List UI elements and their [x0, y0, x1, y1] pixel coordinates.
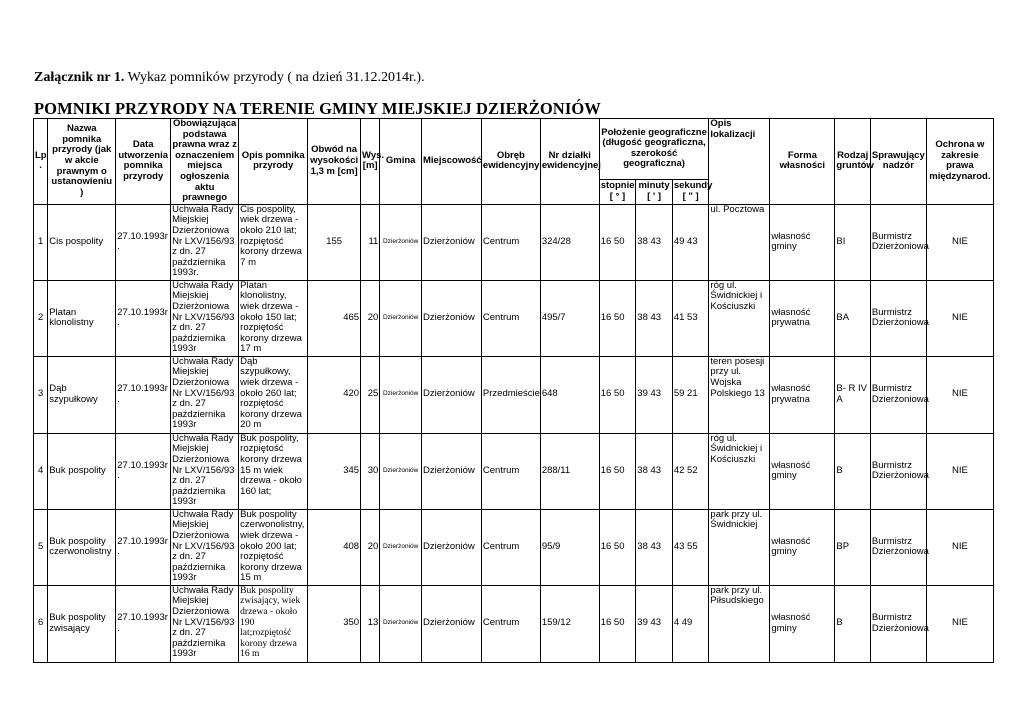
cell-supervisor: Burmistrz Dzierżoniowa	[870, 585, 926, 662]
col-circumference: Obwód na wysokości 1,3 m [cm]	[308, 119, 361, 205]
cell-seconds: 49 43	[672, 204, 709, 280]
annex-text: Wykaz pomników przyrody ( na dzień 31.12.2014r.).	[124, 70, 425, 85]
cell-locality: Dzierżoniów	[421, 433, 481, 509]
cell-location: park przy ul. Piłsudskiego	[709, 585, 770, 662]
cell-name: Buk pospolity czerwonolistny	[48, 509, 116, 585]
col-degrees: stopnie [ ° ]	[599, 179, 636, 204]
cell-degrees: 16 50	[599, 433, 636, 509]
cell-date: 27.10.1993r .	[116, 585, 171, 662]
cell-protection: NIE	[926, 509, 993, 585]
cell-date: 27.10.1993r .	[116, 280, 171, 356]
cell-circumference: 420	[308, 356, 361, 433]
cell-protection: NIE	[926, 280, 993, 356]
cell-land-type: BP	[835, 509, 871, 585]
col-description: Opis pomnika przyrody	[239, 119, 308, 205]
cell-seconds: 41 53	[672, 280, 709, 356]
col-ownership: Forma własności	[770, 119, 835, 205]
cell-precinct: Przedmieście	[481, 356, 540, 433]
cell-description: Dąb szypułkowy, wiek drzewa - około 260 lat; rozpiętość korony drzewa 20 m	[239, 356, 308, 433]
cell-legal-basis: Uchwała Rady Miejskiej Dzierżoniowa Nr LXV/156/93 z dn. 27 października 1993r	[171, 433, 239, 509]
col-height: Wys. [m]	[361, 119, 380, 205]
cell-precinct: Centrum	[481, 509, 540, 585]
annex-label: Załącznik nr 1.	[34, 70, 125, 85]
cell-plot: 324/28	[540, 204, 599, 280]
cell-ownership: własność gminy	[770, 204, 835, 280]
cell-circumference: 465	[308, 280, 361, 356]
col-legal-basis: Obowiązująca podstawa prawna wraz z oznaczeniem miejsca ogłoszenia aktu prawnego	[172, 118, 237, 204]
cell-locality: Dzierżoniów	[421, 280, 481, 356]
table-row	[34, 509, 994, 585]
cell-description: Buk pospolity zwisający, wiek drzewa - około 190 lat;rozpiętość korony drzewa 16 m	[239, 585, 308, 662]
cell-degrees: 16 50	[599, 280, 636, 356]
cell-precinct: Centrum	[481, 204, 540, 280]
cell-name: Cis pospolity	[48, 204, 116, 280]
cell-ownership: własność prywatna	[770, 356, 835, 433]
cell-locality: Dzierżoniów	[421, 204, 481, 280]
cell-commune: Dzierżoniów	[380, 356, 422, 433]
cell-name: Buk pospolity	[48, 433, 116, 509]
cell-height: 20	[361, 280, 380, 356]
cell-legal-basis: Uchwała Rady Miejskiej Dzierżoniowa Nr LXV/156/93 z dn. 27 października 1993r.	[171, 204, 239, 280]
cell-protection: NIE	[926, 204, 993, 280]
cell-description: Cis pospolity, wiek drzewa - około 210 lat; rozpiętość korony drzewa 7 m	[239, 204, 308, 280]
cell-protection: NIE	[926, 585, 993, 662]
col-seconds: sekundy [ " ]	[672, 179, 709, 204]
cell-commune: Dzierżoniów	[380, 585, 422, 662]
cell-lp: 2	[34, 280, 48, 356]
cell-height: 25	[361, 356, 380, 433]
cell-minutes: 39 43	[636, 585, 673, 662]
col-plot: Nr działki ewidencyjnej	[540, 119, 599, 205]
cell-ownership: własność gminy	[770, 509, 835, 585]
table-row	[34, 280, 994, 356]
cell-supervisor: Burmistrz Dzierżoniowa	[870, 280, 926, 356]
col-lp: Lp .	[34, 119, 48, 205]
cell-plot: 648	[540, 356, 599, 433]
col-protection: Ochrona w zakresie prawa międzynarod.	[926, 119, 993, 205]
cell-locality: Dzierżoniów	[421, 509, 481, 585]
cell-land-type: B	[835, 585, 871, 662]
document-title: POMNIKI PRZYRODY NA TERENIE GMINY MIEJSKIEJ DZIERŻONIÓW	[34, 99, 601, 118]
cell-commune: Dzierżoniów	[380, 509, 422, 585]
cell-seconds: 43 55	[672, 509, 709, 585]
cell-minutes: 39 43	[636, 356, 673, 433]
cell-lp: 5	[34, 509, 48, 585]
cell-date: 27.10.1993r .	[116, 433, 171, 509]
col-location: Opis lokalizacji	[709, 119, 770, 205]
cell-supervisor: Burmistrz Dzierżoniowa	[870, 356, 926, 433]
cell-land-type: B- R IV A	[835, 356, 871, 433]
cell-land-type: B	[835, 433, 871, 509]
cell-lp: 3	[34, 356, 48, 433]
cell-legal-basis: Uchwała Rady Miejskiej Dzierżoniowa Nr LXV/156/93 z dn. 27 października 1993r	[171, 509, 239, 585]
cell-height: 13	[361, 585, 380, 662]
cell-lp: 6	[34, 585, 48, 662]
cell-lp: 4	[34, 433, 48, 509]
cell-lp: 1	[34, 204, 48, 280]
cell-plot: 495/7	[540, 280, 599, 356]
cell-ownership: własność gminy	[770, 433, 835, 509]
table-row	[34, 585, 994, 662]
cell-description: Buk pospolity, rozpiętość korony drzewa 15 m wiek drzewa - około 160 lat;	[239, 433, 308, 509]
cell-date: 27.10.1993r .	[116, 356, 171, 433]
col-commune: Gmina	[380, 119, 422, 205]
table-header	[34, 119, 994, 205]
cell-date: 27.10.1993r .	[116, 509, 171, 585]
col-minutes: minuty [ ' ]	[636, 179, 673, 204]
cell-description: Platan klonolistny, wiek drzewa - około 150 lat; rozpiętość korony drzewa 17 m	[239, 280, 308, 356]
col-supervisor: Sprawujący nadzór	[870, 119, 926, 205]
monuments-table	[33, 118, 994, 663]
cell-circumference: 345	[308, 433, 361, 509]
cell-name: Buk pospolity zwisający	[48, 585, 116, 662]
cell-precinct: Centrum	[481, 433, 540, 509]
cell-minutes: 38 43	[636, 509, 673, 585]
cell-degrees: 16 50	[599, 509, 636, 585]
col-precinct: Obręb ewidencyjny	[481, 119, 540, 205]
cell-plot: 288/11	[540, 433, 599, 509]
cell-height: 30	[361, 433, 380, 509]
cell-protection: NIE	[926, 433, 993, 509]
cell-land-type: BA	[835, 280, 871, 356]
cell-circumference: 408	[308, 509, 361, 585]
table-row	[34, 433, 994, 509]
table-row	[34, 356, 994, 433]
cell-description: Buk pospolity czerwonolistny, wiek drzewa - około 200 lat; rozpiętość korony drzewa 15 m	[239, 509, 308, 585]
cell-seconds: 59 21	[672, 356, 709, 433]
cell-legal-basis: Uchwała Rady Miejskiej Dzierżoniowa Nr LXV/156/93 z dn. 27 października 1993r	[171, 585, 239, 662]
cell-precinct: Centrum	[481, 585, 540, 662]
cell-plot: 159/12	[540, 585, 599, 662]
cell-circumference: 350	[308, 585, 361, 662]
cell-ownership: własność prywatna	[770, 280, 835, 356]
cell-location: ul. Pocztowa	[709, 204, 770, 280]
cell-commune: Dzierżoniów	[380, 280, 422, 356]
cell-supervisor: Burmistrz Dzierżoniowa	[870, 509, 926, 585]
cell-minutes: 38 43	[636, 204, 673, 280]
cell-seconds: 42 52	[672, 433, 709, 509]
cell-plot: 95/9	[540, 509, 599, 585]
cell-minutes: 38 43	[636, 280, 673, 356]
annex-heading	[34, 70, 425, 86]
cell-height: 20	[361, 509, 380, 585]
cell-land-type: BI	[835, 204, 871, 280]
cell-degrees: 16 50	[599, 204, 636, 280]
cell-date: 27.10.1993r .	[116, 204, 171, 280]
col-date: Data utworzenia pomnika przyrody	[116, 119, 171, 205]
cell-protection: NIE	[926, 356, 993, 433]
cell-legal-basis: Uchwała Rady Miejskiej Dzierżoniowa Nr LXV/156/93 z dn. 27 października 1993r	[171, 356, 239, 433]
table-row	[34, 204, 994, 280]
cell-supervisor: Burmistrz Dzierżoniowa	[870, 433, 926, 509]
cell-degrees: 16 50	[599, 356, 636, 433]
col-locality: Miejscowość	[421, 119, 481, 205]
cell-ownership: własność gminy	[770, 585, 835, 662]
cell-name: Platan klonolistny	[48, 280, 116, 356]
cell-minutes: 38 43	[636, 433, 673, 509]
col-land-type: Rodzaj gruntów	[835, 119, 871, 205]
cell-height: 11	[361, 204, 380, 280]
cell-location: róg ul. Świdnickiej i Kościuszki	[709, 433, 770, 509]
cell-degrees: 16 50	[599, 585, 636, 662]
cell-locality: Dzierżoniów	[421, 585, 481, 662]
cell-precinct: Centrum	[481, 280, 540, 356]
col-name: Nazwa pomnika przyrody (jak w akcie prawnym o ustanowieniu )	[48, 119, 116, 205]
cell-location: teren posesji przy ul. Wojska Polskiego 13	[709, 356, 770, 433]
cell-circumference: 155	[308, 204, 361, 280]
cell-commune: Dzierżoniów	[380, 204, 422, 280]
cell-commune: Dzierżoniów	[380, 433, 422, 509]
cell-seconds: 4 49	[672, 585, 709, 662]
col-geo-position: Położenie geograficzne (długość geograficzna, szerokość geograficzna)	[599, 119, 709, 180]
cell-locality: Dzierżoniów	[421, 356, 481, 433]
cell-location: róg ul. Świdnickiej i Kościuszki	[709, 280, 770, 356]
cell-name: Dąb szypułkowy	[48, 356, 116, 433]
cell-supervisor: Burmistrz Dzierżoniowa	[870, 204, 926, 280]
cell-legal-basis: Uchwała Rady Miejskiej Dzierżoniowa Nr LXV/156/93 z dn. 27 października 1993r	[171, 280, 239, 356]
cell-location: park przy ul. Świdnickiej	[709, 509, 770, 585]
